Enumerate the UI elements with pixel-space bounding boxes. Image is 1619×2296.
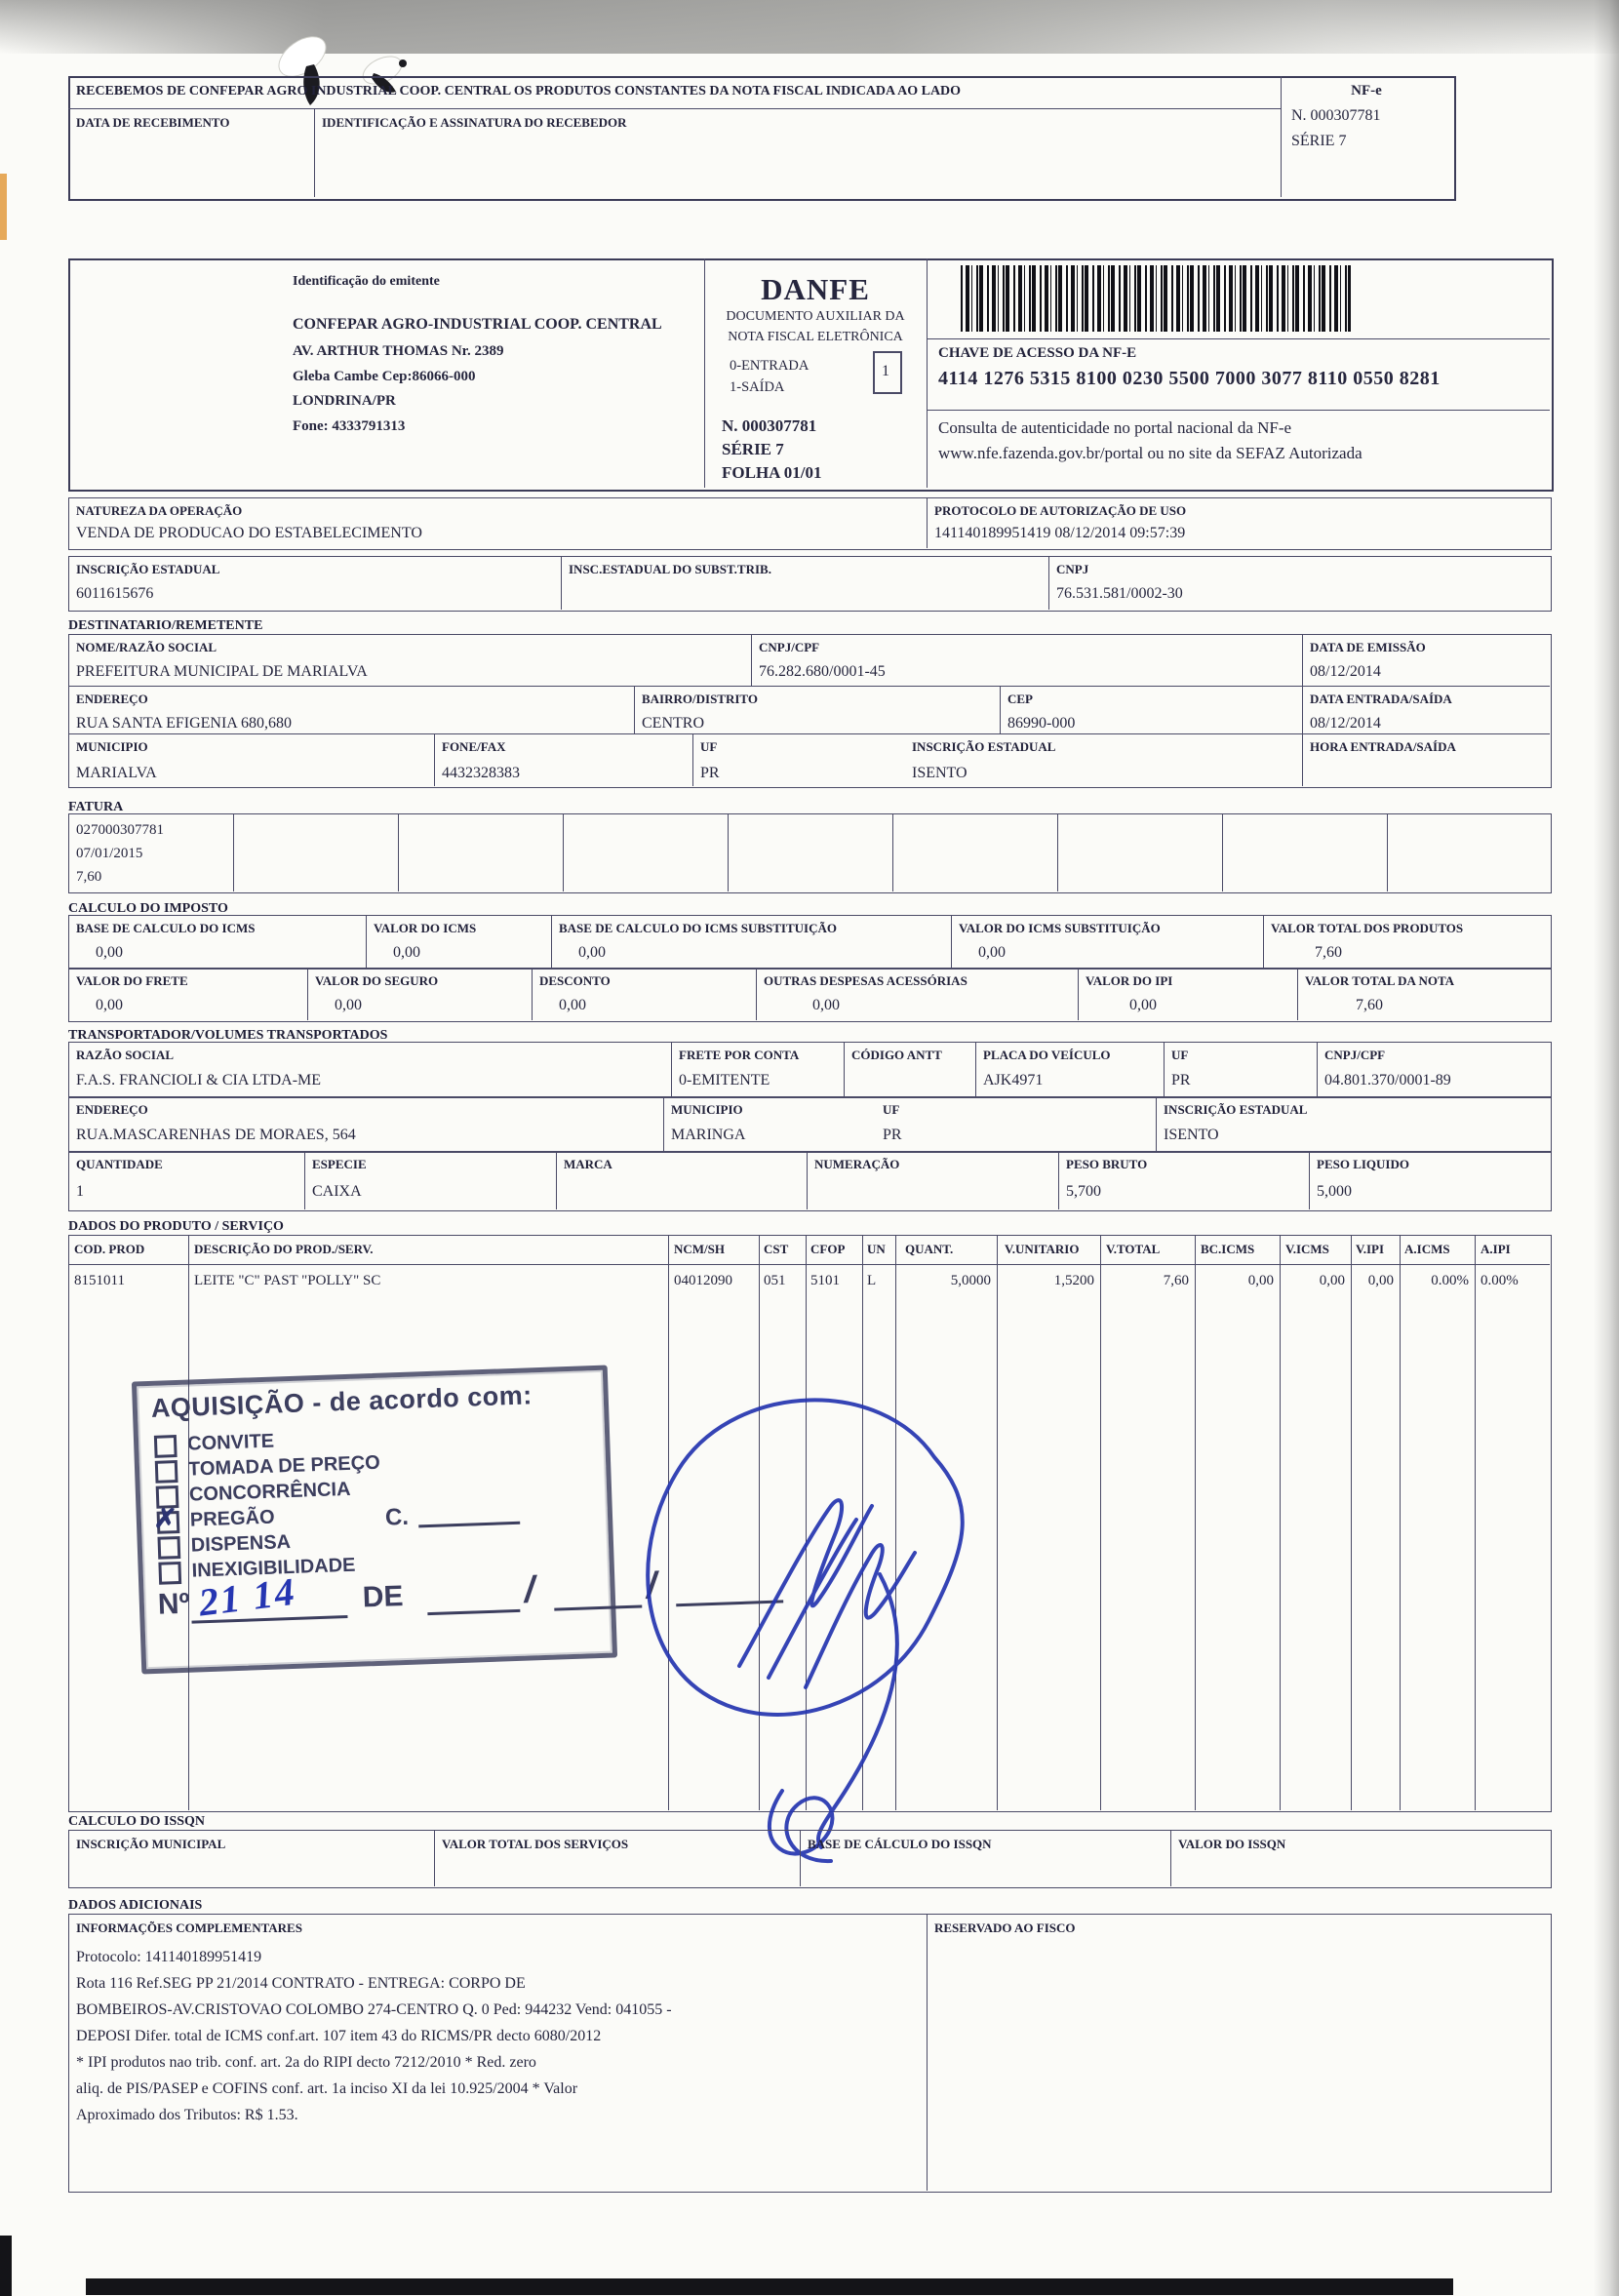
danfe-folha: FOLHA 01/01 [722,463,822,482]
dest-entrada-label: DATA ENTRADA/SAÍDA [1310,692,1452,706]
fatura-col-2 [398,813,399,891]
destinatario-block [68,634,1552,788]
transp-placa-label: PLACA DO VEÍCULO [983,1048,1111,1062]
adicionais-block [68,1914,1552,2193]
stamp-item-dispensa: DISPENSA [190,1531,292,1557]
emitente-box-label: Identificação do emitente [293,274,440,289]
prod-header-vipi: V.IPI [1356,1242,1385,1256]
cnpj-label: CNPJ [1056,562,1089,576]
prod-row-cod: 8151011 [74,1273,125,1288]
imposto-v-subst-label: VALOR DO ICMS SUBSTITUIÇÃO [959,921,1161,935]
transp-numeracao-label: NUMERAÇÃO [814,1157,900,1171]
protocolo-value: 141140189951419 08/12/2014 09:57:39 [934,525,1186,541]
transp-r2-div-2 [1156,1096,1157,1151]
stamp-item-concorrencia: CONCORRÊNCIA [188,1478,351,1506]
imposto-section-label: CALCULO DO IMPOSTO [68,901,228,916]
stamp-numero-handwritten: 21 14 [196,1568,299,1625]
fatura-col-4 [728,813,729,891]
dest-emissao-label: DATA DE EMISSÃO [1310,640,1426,654]
prod-row-vunitario: 1,5200 [1053,1273,1094,1288]
consulta-line1: Consulta de autenticidade no portal nacional da NF-e [938,418,1292,437]
scan-top-shadow [0,0,1619,54]
transp-municipio-value: MARINGA [671,1127,746,1143]
imposto-v-icms-label: VALOR DO ICMS [374,921,477,935]
danfe-subtitle-line1: DOCUMENTO AUXILIAR DA [726,309,905,324]
receipt-date-label: DATA DE RECEBIMENTO [76,115,230,130]
receipt-statement: RECEBEMOS DE CONFEPAR AGRO INDUSTRIAL COOP. CENTRAL OS PRODUTOS CONSTANTES DA NOTA FISCAL INDICADA AO LADO [76,84,962,99]
prod-col-11 [1351,1235,1352,1810]
fatura-vencimento: 07/01/2015 [76,846,143,861]
transp-municipio-label: MUNICIPIO [671,1102,743,1117]
fatura-col-3 [563,813,564,891]
prod-row-un: L [867,1273,877,1288]
transp-r1-div-2 [844,1042,845,1096]
prod-row-ncm: 04012090 [674,1273,732,1288]
aquisicao-stamp [132,1366,657,1675]
fatura-block [68,813,1552,893]
dest-bairro-label: BAIRRO/DISTRITO [642,692,758,706]
info-line-1: Protocolo: 141140189951419 [76,1949,262,1965]
stamp-date-line-1 [427,1609,520,1615]
danfe-saida-option: 1-SAÍDA [730,379,785,395]
prod-row-quant: 5,0000 [950,1273,991,1288]
natureza-label: NATUREZA DA OPERAÇÃO [76,503,243,518]
receipt-row-divider [68,108,1281,109]
receipt-signature-label: IDENTIFICAÇÃO E ASSINATURA DO RECEBEDOR [322,115,627,130]
danfe-number: N. 000307781 [722,416,817,435]
stamp-item-tomada: TOMADA DE PREÇO [187,1451,381,1481]
imposto-ipi-label: VALOR DO IPI [1086,973,1173,988]
checkbox-inexigibilidade [158,1562,181,1585]
emitente-city-uf: LONDRINA/PR [293,393,396,409]
transp-peso-liquido-label: PESO LIQUIDO [1317,1157,1409,1171]
transp-placa-value: AJK4971 [983,1072,1044,1089]
natureza-row [68,497,1552,550]
issqn-div-1 [434,1830,435,1886]
stamp-item-pregao: PREGÃO [189,1506,275,1531]
emitente-district-cep: Gleba Cambe Cep:86066-000 [293,369,476,384]
imposto-r2-div-5 [1297,968,1298,1020]
stamp-date-slash-1: / [523,1569,535,1611]
chave-bottom-divider [927,410,1550,411]
imposto-total-nota-value: 7,60 [1356,997,1383,1013]
stamp-item-inexigibilidade: INEXIGIBILIDADE [191,1554,356,1582]
prod-header-vunitario: V.UNITARIO [1005,1242,1080,1256]
transp-razao-label: RAZÃO SOCIAL [76,1048,175,1062]
imposto-outras-label: OUTRAS DESPESAS ACESSÓRIAS [764,973,967,988]
consulta-line2: www.nfe.fazenda.gov.br/portal ou no site da SEFAZ Autorizada [938,444,1362,462]
prod-header-ncm: NCM/SH [674,1242,725,1256]
ie-value: 6011615676 [76,585,154,602]
prod-header-quant: QUANT. [905,1242,954,1256]
imposto-bc-icms-value: 0,00 [96,944,123,961]
dest-municipio-value: MARIALVA [76,765,157,781]
produtos-section-label: DADOS DO PRODUTO / SERVIÇO [68,1219,284,1234]
fatura-col-8 [1387,813,1388,891]
transp-razao-value: F.A.S. FRANCIOLI & CIA LTDA-ME [76,1072,322,1089]
transp-especie-value: CAIXA [312,1183,362,1200]
transp-uf2-value: PR [883,1127,902,1143]
scan-bottom-bar [86,2278,1453,2295]
transp-r3-div-2 [556,1151,557,1209]
transportador-row2 [68,1096,1552,1153]
checkbox-tomada-de-preco [155,1460,178,1484]
dest-fone-label: FONE/FAX [442,739,506,754]
checkbox-convite [154,1435,178,1458]
dest-endereco-label: ENDEREÇO [76,692,148,706]
dest-nome-value: PREFEITURA MUNICIPAL DE MARIALVA [76,663,368,680]
issqn-div-2 [800,1830,801,1886]
transp-antt-label: CÓDIGO ANTT [851,1048,942,1062]
prod-header-descricao: DESCRIÇÃO DO PROD./SERV. [194,1242,374,1256]
dest-ie-value: ISENTO [912,765,967,781]
imposto-bc-subst-value: 0,00 [578,944,606,961]
scan-bottom-left-block [0,2236,12,2296]
dest-hora-label: HORA ENTRADA/SAÍDA [1310,739,1456,754]
prod-col-9 [1195,1235,1196,1810]
fisco-label: RESERVADO AO FISCO [934,1920,1076,1935]
transp-frete-value: 0-EMITENTE [679,1072,770,1089]
prod-col-12 [1400,1235,1401,1810]
transp-r1-div-3 [975,1042,976,1096]
dest-divider-bairro [634,686,635,733]
transp-uf1-label: UF [1171,1048,1189,1062]
dest-divider-dates [1302,634,1303,786]
transp-uf1-value: PR [1171,1072,1191,1089]
imposto-total-prod-value: 7,60 [1315,944,1342,961]
transp-marca-label: MARCA [564,1157,612,1171]
danfe-title: DANFE [761,272,870,306]
produtos-header-divider [68,1264,1550,1265]
prod-header-aipi: A.IPI [1481,1242,1511,1256]
chave-acesso-value: 4114 1276 5315 8100 0230 5500 7000 3077 8110 0550 8281 [938,368,1441,389]
prod-row-descricao: LEITE "C" PAST "POLLY" SC [194,1273,381,1288]
prod-header-un: UN [867,1242,886,1256]
fatura-col-6 [1057,813,1058,891]
imposto-r1-div-1 [366,915,367,968]
prod-header-vicms: V.ICMS [1285,1242,1329,1256]
dest-entrada-value: 08/12/2014 [1310,715,1381,732]
transp-r3-div-5 [1309,1151,1310,1209]
transp-quantidade-value: 1 [76,1183,84,1200]
dest-cep-label: CEP [1007,692,1033,706]
barcode-bottom-divider [927,338,1550,339]
transp-uf2-label: UF [883,1102,900,1117]
imposto-seguro-value: 0,00 [335,997,362,1013]
fatura-col-1 [233,813,234,891]
dest-cnpj-label: CNPJ/CPF [759,640,820,654]
informacoes-label: INFORMAÇÕES COMPLEMENTARES [76,1920,302,1935]
info-line-4: DEPOSI Difer. total de ICMS conf.art. 107 item 43 do RICMS/PR decto 6080/2012 [76,2028,602,2044]
imposto-desconto-value: 0,00 [559,997,586,1013]
stamp-item-convite: CONVITE [186,1430,275,1455]
inscricoes-divider-2 [1048,556,1049,610]
imposto-bc-icms-label: BASE DE CALCULO DO ICMS [76,921,256,935]
prod-col-8 [1100,1235,1101,1810]
imposto-r1-div-2 [551,915,552,968]
ie-label: INSCRIÇÃO ESTADUAL [76,562,220,576]
prod-col-13 [1475,1235,1476,1810]
scan-right-edge-shadow [1594,0,1619,2296]
danfe-entrada-option: 0-ENTRADA [730,358,810,374]
transportador-section-label: TRANSPORTADOR/VOLUMES TRANSPORTADOS [68,1028,388,1043]
receipt-nfe-series: SÉRIE 7 [1291,133,1347,149]
stamp-de-label: DE [362,1580,405,1614]
transp-peso-liquido-value: 5,000 [1317,1183,1352,1200]
chave-acesso-label: CHAVE DE ACESSO DA NF-E [938,345,1137,361]
dest-divider-cep [1000,686,1001,733]
danfe-subtitle-line2: NOTA FISCAL ELETRÔNICA [728,330,903,344]
stamp-date-slash-2: / [645,1564,657,1607]
prod-header-cod: COD. PROD [74,1242,145,1256]
imposto-desconto-label: DESCONTO [539,973,611,988]
transp-especie-label: ESPECIE [312,1157,367,1171]
fatura-section-label: FATURA [68,800,124,814]
prod-row-vicms: 0,00 [1319,1273,1345,1288]
danfe-series: SÉRIE 7 [722,440,784,458]
imposto-total-prod-label: VALOR TOTAL DOS PRODUTOS [1271,921,1464,935]
dest-row-divider-1 [68,686,1550,687]
natureza-value: VENDA DE PRODUCAO DO ESTABELECIMENTO [76,525,422,541]
prod-header-vtotal: V.TOTAL [1106,1242,1161,1256]
issqn-valor-label: VALOR DO ISSQN [1178,1837,1286,1851]
prod-row-cst: 051 [764,1273,786,1288]
dest-cep-value: 86990-000 [1007,715,1076,732]
imposto-bc-subst-label: BASE DE CALCULO DO ICMS SUBSTITUIÇÃO [559,921,837,935]
transp-ie-value: ISENTO [1164,1127,1219,1143]
stamp-c-label: C. [384,1503,410,1531]
dest-uf-label: UF [700,739,718,754]
issqn-im-label: INSCRIÇÃO MUNICIPAL [76,1837,226,1851]
imposto-r2-div-2 [532,968,533,1020]
inscricoes-row [68,556,1552,612]
transp-r1-div-1 [671,1042,672,1096]
imposto-r1-div-3 [951,915,952,968]
transp-peso-bruto-label: PESO BRUTO [1066,1157,1148,1171]
dest-endereco-value: RUA SANTA EFIGENIA 680,680 [76,715,292,732]
issqn-div-3 [1170,1830,1171,1886]
imposto-r1-div-4 [1263,915,1264,968]
pregao-check-mark: ✗ [152,1502,178,1535]
transp-ie-label: INSCRIÇÃO ESTADUAL [1164,1102,1308,1117]
fatura-col-5 [892,813,893,891]
danfe-tipo-value: 1 [882,363,889,379]
fatura-col-7 [1222,813,1223,891]
issqn-servicos-label: VALOR TOTAL DOS SERVIÇOS [442,1837,629,1851]
imposto-r2-div-4 [1078,968,1079,1020]
dest-emissao-value: 08/12/2014 [1310,663,1381,680]
imposto-ipi-value: 0,00 [1129,997,1157,1013]
dest-cnpj-value: 76.282.680/0001-45 [759,663,886,680]
imposto-frete-value: 0,00 [96,997,123,1013]
dest-divider-cnpj [751,634,752,686]
emitente-address: AV. ARTHUR THOMAS Nr. 2389 [293,343,504,359]
stamp-title: AQUISIÇÃO - de acordo com: [150,1380,533,1423]
natureza-divider [927,497,928,548]
dest-municipio-label: MUNICIPIO [76,739,148,754]
ie-subst-label: INSC.ESTADUAL DO SUBST.TRIB. [569,562,771,576]
transp-r3-div-4 [1058,1151,1059,1209]
transp-r3-div-3 [807,1151,808,1209]
transp-endereco-label: ENDEREÇO [76,1102,148,1117]
danfe-chave-divider [927,258,928,488]
prod-row-vtotal: 7,60 [1163,1273,1189,1288]
receipt-nfe-title: NF-e [1351,83,1382,99]
prod-row-aicms: 0.00% [1431,1273,1469,1288]
imposto-frete-label: VALOR DO FRETE [76,973,188,988]
dest-divider-uf [692,733,693,786]
info-line-2: Rota 116 Ref.SEG PP 21/2014 CONTRATO - ENTREGA: CORPO DE [76,1975,526,1992]
transp-peso-bruto-value: 5,700 [1066,1183,1101,1200]
prod-row-bcicms: 0,00 [1247,1273,1274,1288]
transp-frete-label: FRETE POR CONTA [679,1048,800,1062]
dest-uf-value: PR [700,765,720,781]
dest-ie-label: INSCRIÇÃO ESTADUAL [912,739,1056,754]
receipt-nfe-number: N. 000307781 [1291,107,1381,124]
emitente-phone: Fone: 4333791313 [293,418,406,434]
transp-endereco-value: RUA.MASCARENHAS DE MORAES, 564 [76,1127,356,1143]
imposto-seguro-label: VALOR DO SEGURO [315,973,439,988]
imposto-r2-div-1 [307,968,308,1020]
nfe-barcode-icon [961,265,1351,332]
prod-header-cst: CST [764,1242,789,1256]
info-line-3: BOMBEIROS-AV.CRISTOVAO COLOMBO 274-CENTRO Q. 0 Ped: 944232 Vend: 041055 - [76,2001,672,2018]
info-line-6: aliq. de PIS/PASEP e COFINS conf. art. 1a inciso XI da lei 10.925/2004 * Valor [76,2080,578,2097]
adicionais-section-label: DADOS ADICIONAIS [68,1898,203,1913]
prod-row-vipi: 0,00 [1367,1273,1394,1288]
prod-col-10 [1280,1235,1281,1810]
prod-header-cfop: CFOP [810,1242,846,1256]
adicionais-divider [927,1914,928,2191]
checkbox-dispensa [157,1536,180,1560]
protocolo-label: PROTOCOLO DE AUTORIZAÇÃO DE USO [934,503,1187,518]
info-line-7: Aproximado dos Tributos: R$ 1.53. [76,2107,298,2123]
dest-nome-label: NOME/RAZÃO SOCIAL [76,640,217,654]
transp-cnpj-value: 04.801.370/0001-89 [1324,1072,1451,1089]
prod-header-bcicms: BC.ICMS [1201,1242,1255,1256]
prod-row-aipi: 0.00% [1481,1273,1519,1288]
destinatario-section-label: DESTINATARIO/REMETENTE [68,618,263,633]
transp-r2-div-1 [663,1096,664,1151]
imposto-r2-div-3 [756,968,757,1020]
signature-icon [624,1367,1014,1880]
prod-row-cfop: 5101 [810,1273,840,1288]
issqn-base-label: BASE DE CÁLCULO DO ISSQN [808,1837,992,1851]
prod-header-aicms: A.ICMS [1404,1242,1450,1256]
inscricoes-divider-1 [561,556,562,610]
transp-r1-div-4 [1164,1042,1165,1096]
scan-orange-strip [0,174,7,240]
transp-cnpj-label: CNPJ/CPF [1324,1048,1386,1062]
imposto-total-nota-label: VALOR TOTAL DA NOTA [1305,973,1455,988]
cnpj-value: 76.531.581/0002-30 [1056,585,1183,602]
dest-bairro-value: CENTRO [642,715,704,732]
receipt-date-divider [314,108,315,197]
dest-fone-value: 4432328383 [442,765,520,781]
imposto-outras-value: 0,00 [812,997,840,1013]
fatura-valor: 7,60 [76,869,102,885]
issqn-section-label: CALCULO DO ISSQN [68,1814,206,1829]
transp-r3-div-1 [304,1151,305,1209]
transp-r1-div-5 [1317,1042,1318,1096]
imposto-v-subst-value: 0,00 [978,944,1006,961]
dest-row-divider-2 [68,733,1550,734]
fatura-numero: 027000307781 [76,822,164,838]
stamp-numero-label: Nº [157,1587,191,1621]
imposto-v-icms-value: 0,00 [393,944,420,961]
dest-divider-fone [434,733,435,786]
info-line-5: * IPI produtos nao trib. conf. art. 2a do RIPI decto 7212/2010 * Red. zero [76,2054,536,2071]
transp-quantidade-label: QUANTIDADE [76,1157,163,1171]
emitente-name: CONFEPAR AGRO-INDUSTRIAL COOP. CENTRAL [293,316,662,333]
